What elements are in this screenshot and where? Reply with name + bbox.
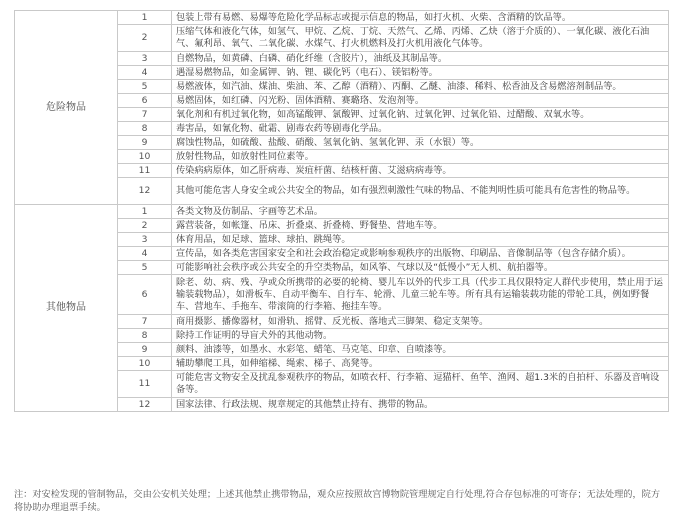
item-description: 放射性物品，如放射性同位素等。: [172, 150, 669, 164]
prohibited-items-table: [14, 10, 669, 412]
item-description: 露营装备，如帐篷、吊床、折叠桌、折叠椅、野餐垫、营地车等。: [172, 219, 669, 233]
item-number: 9: [118, 343, 172, 357]
item-number: 7: [118, 108, 172, 122]
item-number: 3: [118, 233, 172, 247]
item-number: 1: [118, 11, 172, 25]
item-number: 6: [118, 275, 172, 315]
item-description: 腐蚀性物品，如硫酸、盐酸、硝酸、氢氧化钠、氢氧化钾、汞（水银）等。: [172, 136, 669, 150]
category-cell: 危险物品: [15, 11, 118, 205]
item-number: 1: [118, 205, 172, 219]
category-cell: 其他物品: [15, 205, 118, 412]
item-number: 12: [118, 178, 172, 205]
item-number: 4: [118, 247, 172, 261]
item-number: 2: [118, 25, 172, 52]
item-description: 压缩气体和液化气体，如氢气、甲烷、乙烷、丁烷、天然气、乙烯、丙烯、乙炔（溶于介质的）、一氧化碳、液化石油气、氟利昂、氧气、二氧化碳、水煤气、打火机燃料及打火机用液化气体等。: [172, 25, 669, 52]
item-description: 氧化剂和有机过氧化物，如高锰酸钾、氯酸钾、过氧化钠、过氧化钾、过氧化铅、过醋酸、双氧水等。: [172, 108, 669, 122]
item-description: 包装上带有易燃、易爆等危险化学品标志或提示信息的物品，如打火机、火柴、含酒精的饮品等。: [172, 11, 669, 25]
item-description: 易燃固体，如红磷、闪光粉、固体酒精、赛璐珞、发泡剂等。: [172, 94, 669, 108]
item-description: 颜料、油漆等，如墨水、水彩笔、蜡笔、马克笔、印章、自喷漆等。: [172, 343, 669, 357]
item-number: 5: [118, 261, 172, 275]
item-description: 除老、幼、病、残、孕或众所携带的必要的轮椅、婴儿车以外的代步工具（代步工具仅限特定人群代步使用，禁止用于运输装载物品），如滑板车、自动平衡车、自行车、轮滑、儿童三轮车等。所有具有运输装载功能的带轮工具，例如野餐车、营地车、手拖车、带滚筒的行李箱、拖挂车等。: [172, 275, 669, 315]
table-row: [15, 11, 669, 25]
item-description: 遇湿易燃物品，如金属钾、钠、锂、碳化钙（电石）、镁铝粉等。: [172, 66, 669, 80]
item-number: 11: [118, 371, 172, 398]
item-number: 2: [118, 219, 172, 233]
item-number: 10: [118, 150, 172, 164]
item-number: 8: [118, 122, 172, 136]
item-number: 10: [118, 357, 172, 371]
table-row: [15, 205, 669, 219]
item-description: 除持工作证明的导盲犬外的其他动物。: [172, 329, 669, 343]
item-description: 其他可能危害人身安全或公共安全的物品，如有强烈刺激性气味的物品、不能判明性质可能具有危害性的物品等。: [172, 178, 669, 205]
item-number: 5: [118, 80, 172, 94]
item-description: 传染病病原体，如乙肝病毒、炭疽杆菌、结核杆菌、艾滋病病毒等。: [172, 164, 669, 178]
item-number: 7: [118, 315, 172, 329]
item-number: 4: [118, 66, 172, 80]
item-description: 宣传品，如各类危害国家安全和社会政治稳定或影响参观秩序的出版物、印刷品、音像制品等（包含存储介质）。: [172, 247, 669, 261]
item-description: 国家法律、行政法规、规章规定的其他禁止持有、携带的物品。: [172, 398, 669, 412]
item-description: 可能危害文物安全及扰乱参观秩序的物品，如喷衣杆、行李箱、逗猫杆、鱼竿、渔网、超1.3米的自拍杆、乐器及音响设备等。: [172, 371, 669, 398]
item-description: 辅助攀爬工具，如伸缩梯、绳索、梯子、高凳等。: [172, 357, 669, 371]
item-description: 易燃液体，如汽油、煤油、柴油、苯、乙醇（酒精）、丙酮、乙醚、油漆、稀料、松香油及含易燃溶剂制品等。: [172, 80, 669, 94]
item-description: 毒害品，如氰化物、砒霜、剧毒农药等剧毒化学品。: [172, 122, 669, 136]
item-number: 11: [118, 164, 172, 178]
item-description: 商用摄影、播像器材，如滑轨、摇臂、反光板、落地式三脚架、稳定支架等。: [172, 315, 669, 329]
footnote: 注：对安检发现的管制物品，交由公安机关处理；上述其他禁止携带物品，观众应按照故宫博物院管理规定自行处理,符合存包标准的可寄存；无法处理的，院方将协助办理退票手续。: [14, 489, 661, 513]
item-description: 自燃物品，如黄磷、白磷、硝化纤维（含胶片），油纸及其制品等。: [172, 52, 669, 66]
item-description: 可能影响社会秩序或公共安全的升空类物品，如风筝、气球以及“低慢小”无人机、航拍器等。: [172, 261, 669, 275]
item-number: 3: [118, 52, 172, 66]
item-description: 各类文物及仿制品、字画等艺术品。: [172, 205, 669, 219]
item-number: 9: [118, 136, 172, 150]
item-number: 8: [118, 329, 172, 343]
item-number: 6: [118, 94, 172, 108]
item-number: 12: [118, 398, 172, 412]
item-description: 体育用品，如足球、篮球、球拍、跳绳等。: [172, 233, 669, 247]
